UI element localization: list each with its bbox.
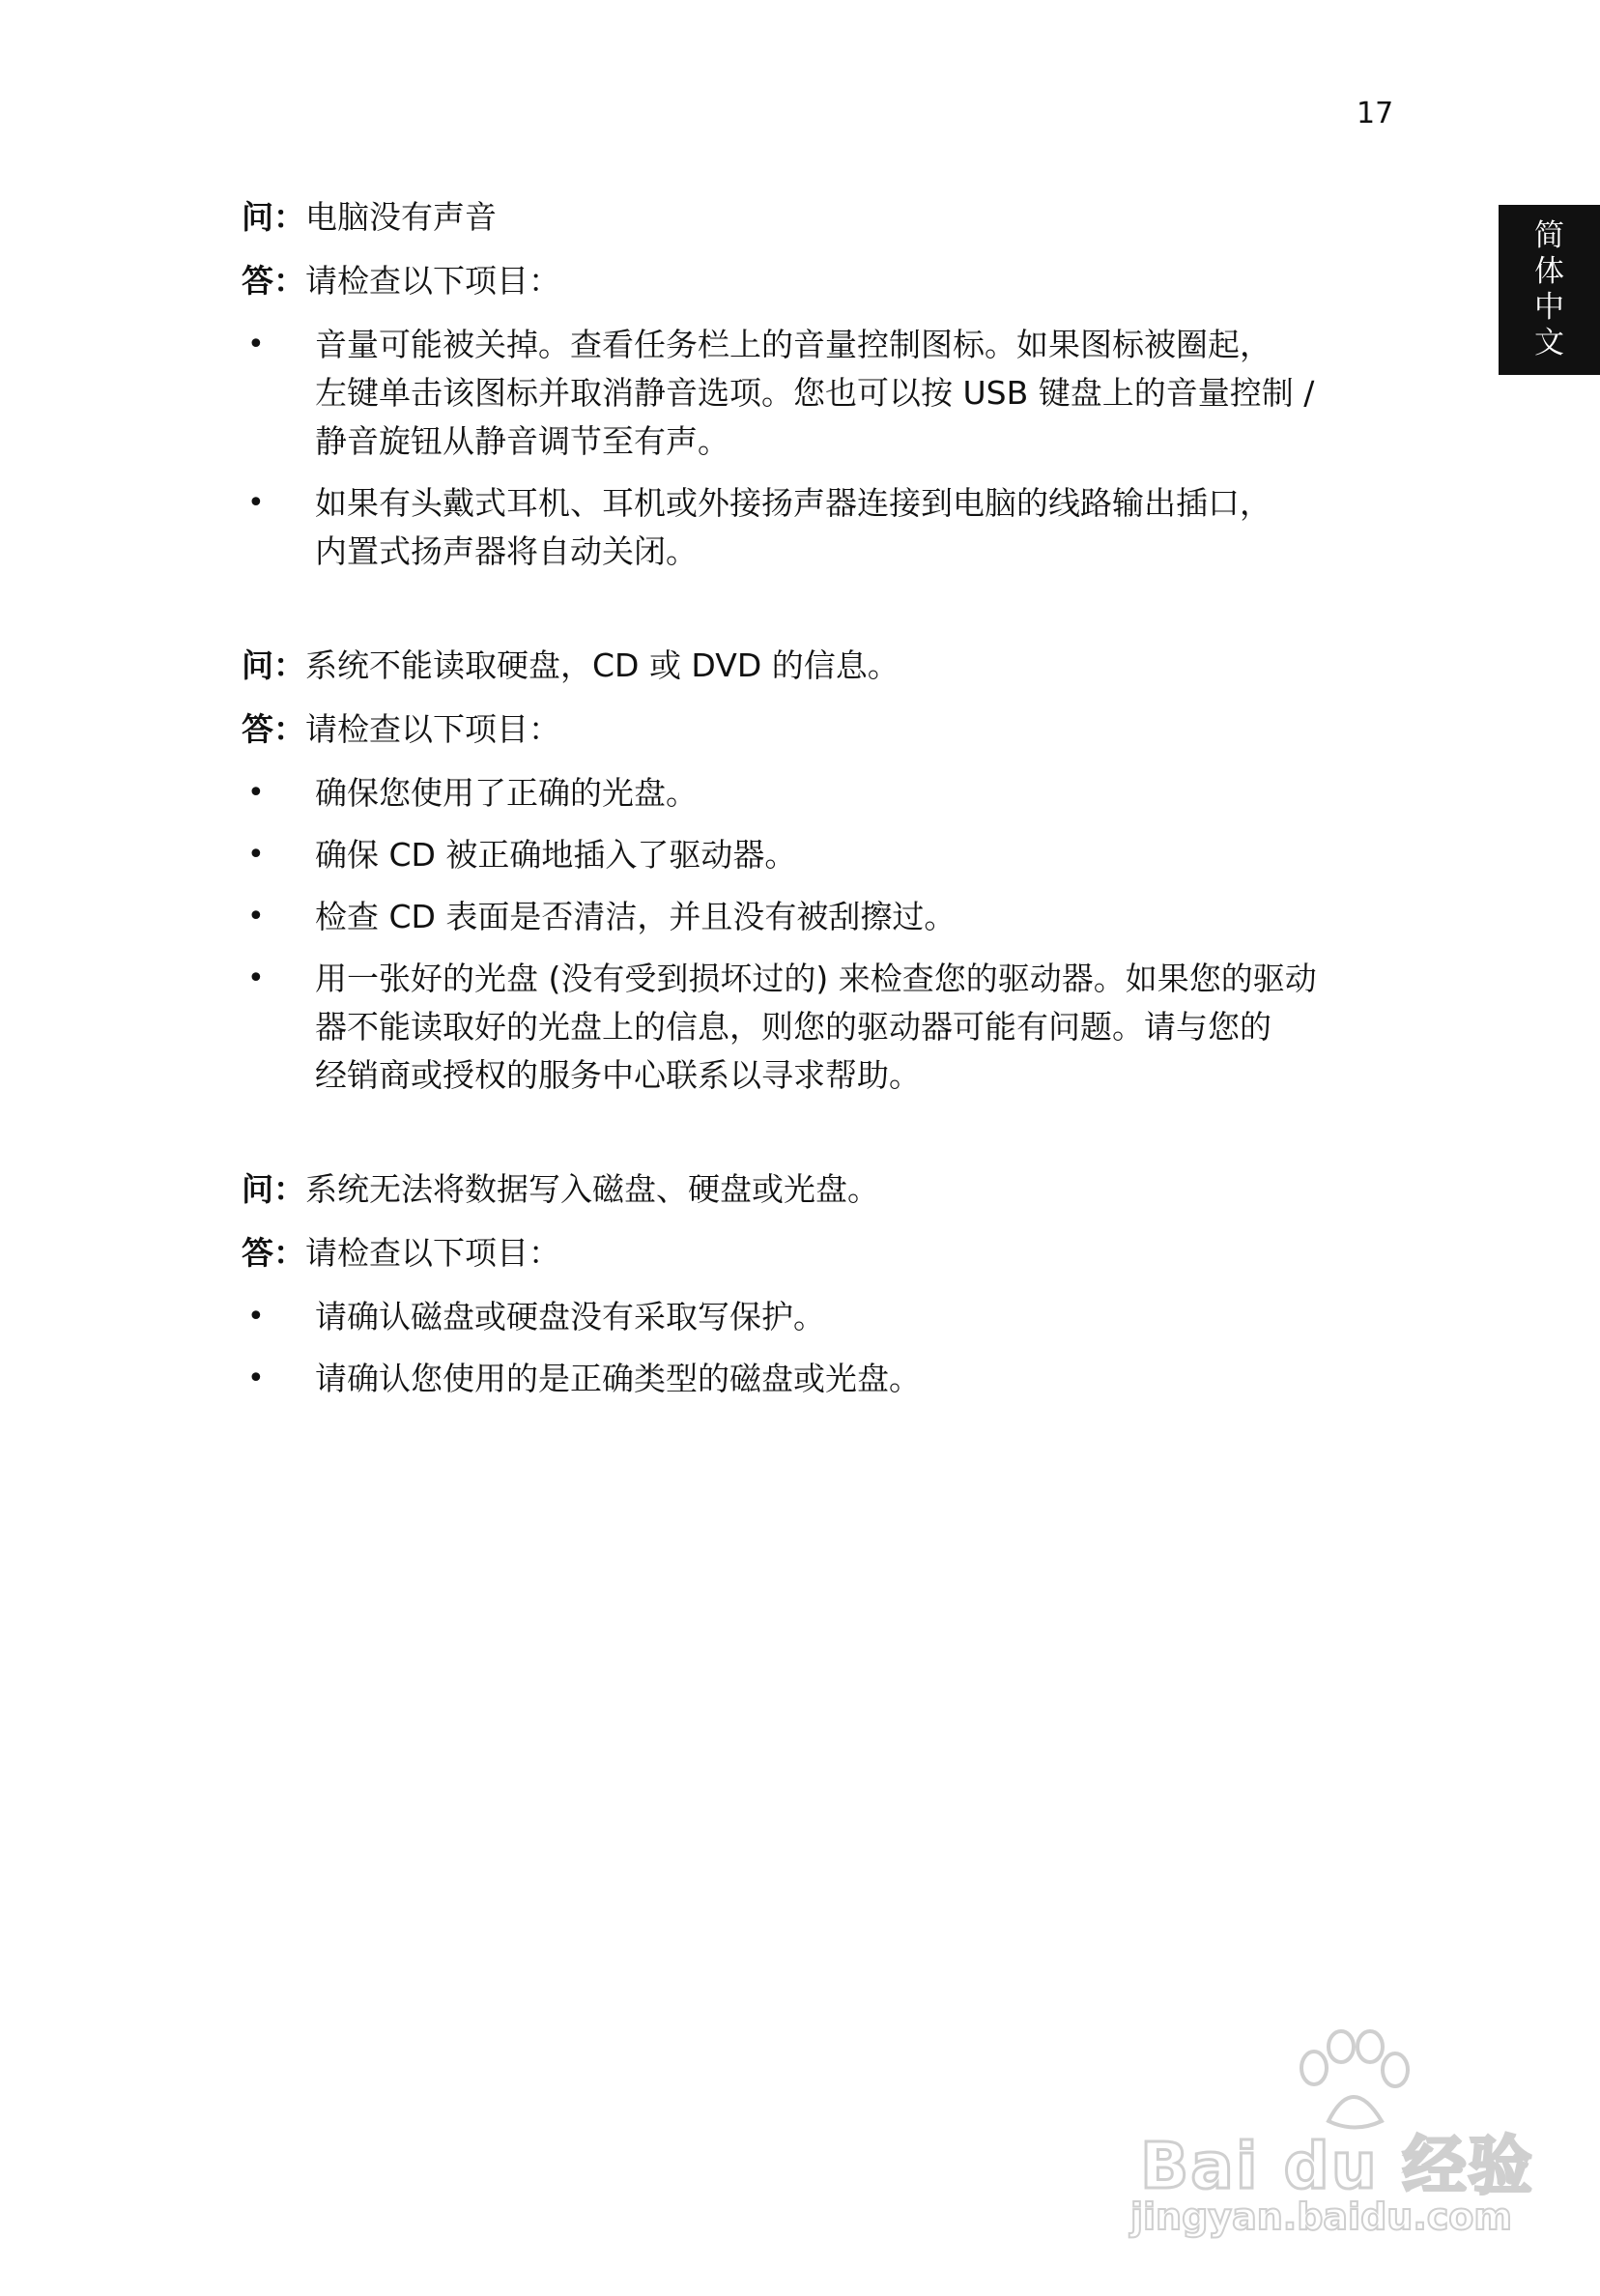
answer-label: 答： xyxy=(242,710,305,748)
language-tab xyxy=(1499,205,1600,375)
question-label: 问： xyxy=(242,198,305,236)
faq-section xyxy=(242,646,1401,1100)
checklist-item xyxy=(242,1355,1401,1403)
faq-section xyxy=(242,1169,1401,1403)
question-text: 系统不能读取硬盘，CD 或 DVD 的信息。 xyxy=(305,646,900,684)
answer xyxy=(242,709,1401,750)
checklist-line: 请确认磁盘或硬盘没有采取写保护。 xyxy=(315,1298,825,1335)
watermark-url: jingyan.baidu.com xyxy=(1130,2196,1512,2238)
answer-text: 请检查以下项目： xyxy=(305,262,560,300)
checklist-line: 确保 CD 被正确地插入了驱动器。 xyxy=(315,836,797,874)
bullet-icon: • xyxy=(247,838,265,872)
question-text: 系统无法将数据写入磁盘、硬盘或光盘。 xyxy=(305,1170,879,1208)
checklist-line: 左键单击该图标并取消静音选项。您也可以按 USB 键盘上的音量控制 / xyxy=(315,374,1315,412)
answer xyxy=(242,261,1401,301)
language-tab-char: 中 xyxy=(1534,290,1564,325)
baidu-watermark xyxy=(1111,2029,1534,2242)
checklist-item xyxy=(242,479,1401,576)
bullet-icon: • xyxy=(247,1362,265,1395)
checklist-item xyxy=(242,1293,1401,1341)
checklist xyxy=(242,321,1401,576)
page-number: 17 xyxy=(1357,97,1394,130)
bullet-icon: • xyxy=(247,900,265,933)
checklist-line: 器不能读取好的光盘上的信息，则您的驱动器可能有问题。请与您的 xyxy=(315,1008,1271,1046)
checklist-line: 检查 CD 表面是否清洁，并且没有被刮擦过。 xyxy=(315,898,957,935)
bullet-icon: • xyxy=(247,776,265,810)
bullet-icon: • xyxy=(247,486,265,520)
question xyxy=(242,197,1401,238)
checklist-item xyxy=(242,893,1401,941)
checklist-item xyxy=(242,955,1401,1100)
checklist-line: 经销商或授权的服务中心联系以寻求帮助。 xyxy=(315,1056,921,1094)
checklist xyxy=(242,1293,1401,1403)
checklist-item xyxy=(242,321,1401,466)
question-label: 问： xyxy=(242,1170,305,1208)
checklist xyxy=(242,769,1401,1100)
question-text: 电脑没有声音 xyxy=(305,198,497,236)
question xyxy=(242,1169,1401,1210)
language-tab-char: 简 xyxy=(1534,218,1564,253)
bullet-icon: • xyxy=(247,328,265,361)
checklist-item xyxy=(242,769,1401,818)
answer-label: 答： xyxy=(242,262,305,300)
checklist-line: 音量可能被关掉。查看任务栏上的音量控制图标。如果图标被圈起， xyxy=(315,326,1271,363)
answer-text: 请检查以下项目： xyxy=(305,1234,560,1272)
faq-content xyxy=(242,197,1401,1473)
answer-text: 请检查以下项目： xyxy=(305,710,560,748)
checklist-line: 内置式扬声器将自动关闭。 xyxy=(315,532,698,570)
answer-label: 答： xyxy=(242,1234,305,1272)
question xyxy=(242,646,1401,686)
checklist-line: 确保您使用了正确的光盘。 xyxy=(315,774,698,812)
language-tab-char: 文 xyxy=(1534,326,1564,360)
checklist-line: 请确认您使用的是正确类型的磁盘或光盘。 xyxy=(315,1360,921,1397)
answer xyxy=(242,1233,1401,1274)
faq-section xyxy=(242,197,1401,576)
question-label: 问： xyxy=(242,646,305,684)
bullet-icon: • xyxy=(247,1300,265,1334)
language-tab-char: 体 xyxy=(1534,254,1564,289)
bullet-icon: • xyxy=(247,961,265,995)
watermark-brand: Bai du 经验 xyxy=(1140,2129,1534,2203)
checklist-line: 如果有头戴式耳机、耳机或外接扬声器连接到电脑的线路输出插口， xyxy=(315,484,1271,522)
checklist-item xyxy=(242,831,1401,879)
checklist-line: 用一张好的光盘 (没有受到损坏过的) 来检查您的驱动器。如果您的驱动 xyxy=(315,960,1317,997)
checklist-line: 静音旋钮从静音调节至有声。 xyxy=(315,422,729,460)
